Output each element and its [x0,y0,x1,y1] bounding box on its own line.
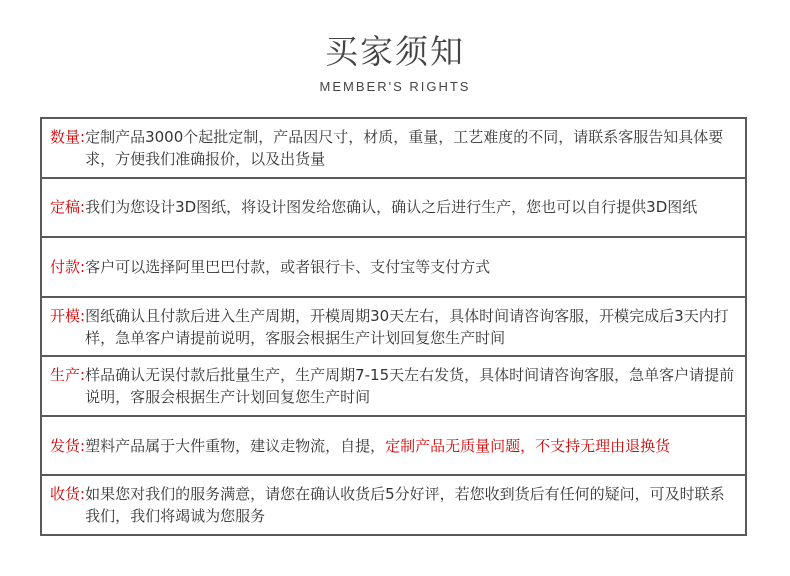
rule-text-body: 塑料产品属于大件重物，建议走物流，自提， [85,436,386,455]
rule-label: 数量: [50,127,86,146]
rule-row-design [42,177,745,237]
page-subtitle: MEMBER'S RIGHTS [319,79,471,94]
rule-label: 定稿: [50,198,86,217]
rule-text-body: 定制产品3000个起批定制，产品因尺寸，材质，重量，工艺难度的不同，请联系客服告知具体要求，方便我们准确报价，以及出货量 [85,127,724,168]
rule-row-quantity [42,119,745,177]
rule-text [85,256,737,278]
rule-text [85,305,737,349]
rule-row-payment [42,236,745,296]
rule-text [85,364,737,408]
rules-table [40,117,747,536]
rule-label: 发货: [50,436,86,455]
rule-text-highlight: 定制产品无质量问题，不支持无理由退换货 [385,436,671,455]
rule-text [85,126,737,170]
rule-text-body: 客户可以选择阿里巴巴付款，或者银行卡、支付宝等支付方式 [85,257,491,276]
rule-text-body: 我们为您设计3D图纸，将设计图发给您确认，确认之后进行生产，您也可以自行提供3D图纸 [85,198,698,217]
rule-text [85,483,737,527]
rule-text [85,435,737,457]
rule-label: 生产: [50,366,86,385]
rule-text-body: 图纸确认且付款后进入生产周期，开模周期30天左右，具体时间请咨询客服，开模完成后3天内打样，急单客户请提前说明，客服会根据生产计划回复您生产时间 [85,306,729,347]
rule-label: 收货: [50,485,86,504]
rule-text-body: 样品确认无误付款后批量生产，生产周期7-15天左右发货，具体时间请咨询客服，急单客户请提前说明，客服会根据生产计划回复您生产时间 [85,366,735,407]
rule-text [85,196,737,218]
rule-row-shipping [42,415,745,475]
rule-row-mold [42,296,745,356]
rule-row-production [42,355,745,415]
rule-row-receipt [42,474,745,534]
rule-label: 付款: [50,257,86,276]
page-title: 买家须知 [325,32,465,71]
rule-label: 开模: [50,306,86,325]
rule-text-body: 如果您对我们的服务满意，请您在确认收货后5分好评，若您收到货后有任何的疑问，可及时联系我们，我们将竭诚为您服务 [85,485,725,526]
